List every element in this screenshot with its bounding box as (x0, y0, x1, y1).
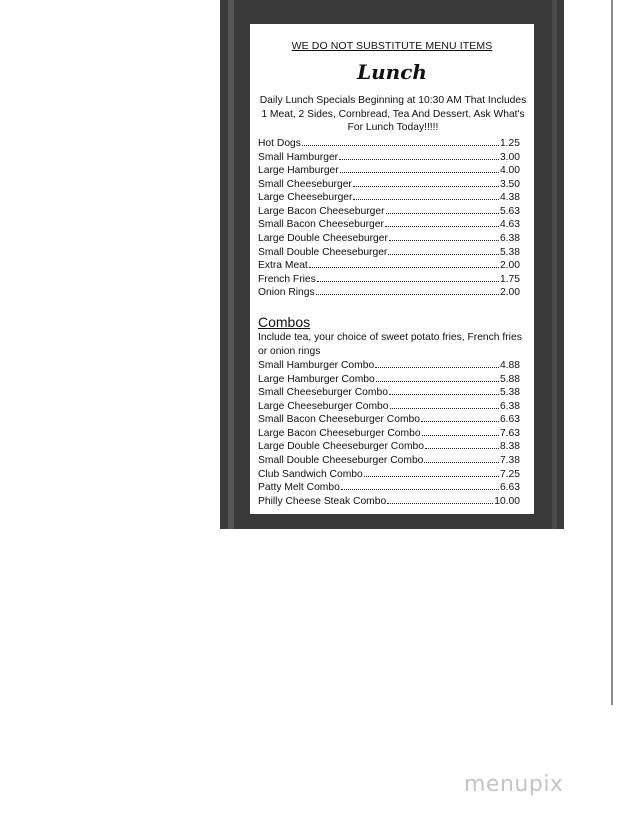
substitution-notice: WE DO NOT SUBSTITUTE MENU ITEMS (291, 40, 493, 52)
menu-item-row (258, 177, 520, 191)
combos-heading: Combos (258, 314, 311, 330)
menu-item-name: Club Sandwich Combo (258, 468, 363, 480)
menu-item-price: 1.25 (499, 138, 520, 149)
menu-item-row (258, 245, 520, 259)
menu-item-name: Large Hamburger (258, 165, 339, 177)
menu-item-price: 3.00 (499, 151, 520, 163)
menu-item-row (258, 204, 520, 218)
menu-item-name: Patty Melt Combo (258, 482, 340, 494)
lunch-item-list (258, 136, 520, 299)
menu-item-price: 6.63 (499, 482, 520, 494)
dot-leader (341, 480, 499, 490)
menu-item-name: Small Double Cheeseburger Combo (258, 455, 424, 467)
menu-item-price: 8.38 (499, 441, 520, 453)
combo-item-list (258, 358, 520, 507)
menu-frame-edge-left (228, 0, 234, 529)
dot-leader (353, 190, 499, 200)
menu-item-name: Large Double Cheeseburger (258, 233, 388, 245)
dot-leader (364, 467, 499, 477)
menu-card (250, 24, 534, 514)
combos-note: Include tea, your choice of sweet potato fries, French fries or onion rings (258, 332, 522, 357)
menu-item-row (258, 412, 520, 426)
dot-leader (421, 412, 499, 422)
menu-item-price: 2.00 (499, 260, 520, 272)
lunch-specials-intro: Daily Lunch Specials Beginning at 10:30 AM That Includes 1 Meat, 2 Sides, Cornbread, Tea And Dessert. Ask What's For Lunch Today!!!!! (259, 95, 527, 134)
dot-leader (389, 385, 499, 395)
dot-leader (339, 150, 499, 160)
menu-frame-edge-right (552, 0, 557, 529)
menu-item-name: Onion Rings (258, 287, 315, 299)
menu-item-name: Small Double Cheeseburger (258, 246, 388, 258)
menu-item-name: Small Cheeseburger (258, 178, 352, 190)
menu-item-price: 4.00 (499, 165, 520, 177)
dot-leader (376, 372, 499, 382)
dot-leader (390, 399, 499, 409)
dot-leader (388, 245, 499, 255)
menu-item-row (258, 426, 520, 440)
dot-leader (375, 358, 499, 368)
menu-item-row (258, 453, 520, 467)
dot-leader (424, 453, 499, 463)
dot-leader (309, 258, 499, 268)
dot-leader (340, 163, 499, 173)
menu-item-name: Large Cheeseburger (258, 192, 353, 204)
menu-item-price: 5.38 (499, 387, 520, 399)
menu-item-price: 4.63 (499, 219, 520, 231)
menu-item-price: 6.38 (499, 400, 520, 412)
menu-item-name: Large Hamburger Combo (258, 373, 375, 385)
dot-leader (316, 285, 499, 295)
menu-item-row (258, 150, 520, 164)
menu-item-name: Extra Meat (258, 260, 308, 272)
menu-item-name: French Fries (258, 273, 316, 285)
menu-item-row (258, 190, 520, 204)
menu-item-name: Large Bacon Cheeseburger Combo (258, 427, 421, 439)
menu-item-row (258, 467, 520, 481)
menu-item-name: Large Double Cheeseburger Combo (258, 441, 424, 453)
dot-leader (317, 272, 499, 282)
dot-leader (353, 177, 499, 187)
dot-leader (389, 231, 499, 241)
menu-item-row (258, 217, 520, 231)
menu-item-price: 7.38 (499, 455, 520, 467)
menu-item-row (258, 358, 520, 372)
menu-item-price: 5.63 (499, 205, 520, 217)
menu-item-row (258, 439, 520, 453)
menu-item-name: Small Hamburger (258, 151, 339, 163)
menu-item-price: 5.38 (499, 246, 520, 258)
menu-item-price: 6.63 (499, 414, 520, 426)
watermark-logo: menupix (464, 772, 564, 797)
menu-item-row (258, 272, 520, 286)
menu-item-price: 5.88 (499, 373, 520, 385)
menu-item-name: Small Cheeseburger Combo (258, 387, 388, 399)
menu-item-price: 4.88 (499, 360, 520, 371)
menu-item-name: Hot Dogs (258, 138, 301, 149)
menu-item-name: Small Hamburger Combo (258, 360, 375, 371)
dot-leader (425, 439, 499, 449)
menu-item-name: Small Bacon Cheeseburger Combo (258, 414, 420, 426)
menu-item-row (258, 480, 520, 494)
menu-item-price: 6.38 (499, 233, 520, 245)
menu-item-row (258, 163, 520, 177)
menu-item-row (258, 258, 520, 272)
menu-item-row (258, 136, 520, 150)
menu-item-name: Large Bacon Cheeseburger (258, 205, 385, 217)
menu-item-row (258, 385, 520, 399)
menu-item-row (258, 231, 520, 245)
menu-item-name: Large Cheeseburger Combo (258, 400, 389, 412)
dot-leader (385, 217, 499, 227)
menu-item-price: 1.75 (499, 273, 520, 285)
dot-leader (302, 136, 499, 146)
menu-item-row (258, 372, 520, 386)
menu-item-price: 2.00 (499, 287, 520, 299)
dot-leader (387, 494, 493, 504)
menu-item-row (258, 399, 520, 413)
menu-item-row (258, 285, 520, 299)
menu-item-price: 10.00 (494, 495, 520, 507)
menu-item-price: 4.38 (499, 192, 520, 204)
menu-item-price: 3.50 (499, 178, 520, 190)
menu-item-price: 7.25 (499, 468, 520, 480)
menu-item-name: Small Bacon Cheeseburger (258, 219, 384, 231)
menu-item-name: Philly Cheese Steak Combo (258, 495, 387, 507)
menu-title: Lunch (357, 60, 427, 84)
menu-item-price: 7.63 (499, 427, 520, 439)
scan-border-line (611, 0, 613, 705)
dot-leader (386, 204, 499, 214)
menu-item-row (258, 494, 520, 508)
dot-leader (422, 426, 499, 436)
